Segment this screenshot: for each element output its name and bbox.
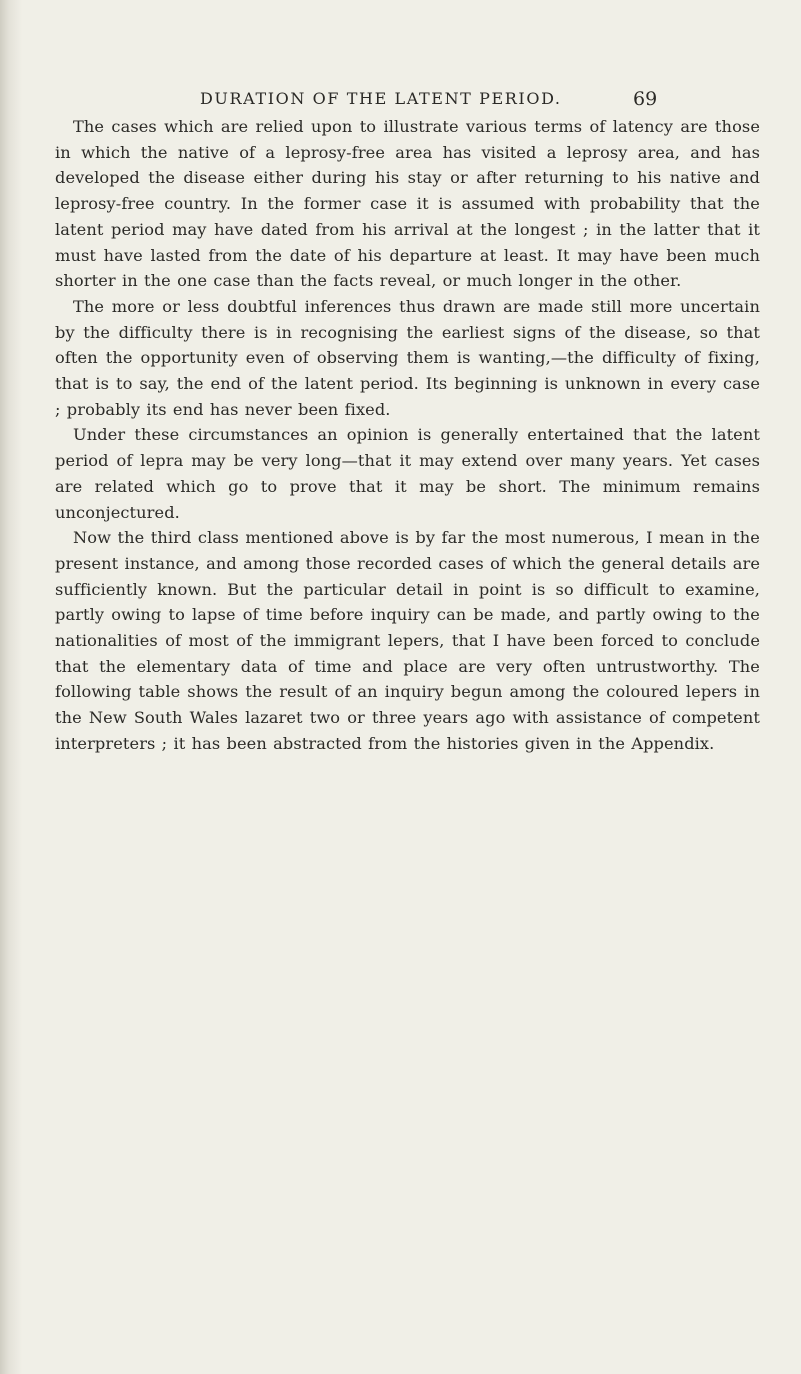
paragraph-2: The more or less doubtful inferences thus drawn are made still more uncertain by the difficulty there is in recognising the earliest signs of the disease, so that often the opportunity even of observing them is wanting,—the difficulty of fixing, that is to say, the end of the latent period. Its beginning is unknown in every case ; probably its end has never been fixed.: [55, 296, 760, 419]
paragraph-3: Under these circumstances an opinion is generally entertained that the latent period of lepra may be very long—that it may extend over many years. Yet cases are related which go to prove that it may be short. The minimum remains unconjectured.: [55, 425, 760, 522]
body-text: [55, 114, 760, 757]
page-gutter-shadow: [0, 0, 22, 1374]
running-header: [0, 84, 801, 114]
paragraph-4: Now the third class mentioned above is by far the most numerous, I mean in the present instance, and among those recorded cases of which the general details are sufficiently known. But the particular detail in point is so difficult to examine, partly owing to lapse of time before inquiry can be made, and partly owing to the nationalities of most of the immigrant lepers, that I have been forced to conclude that the elementary data of time and place are very often untrustworthy. The following table shows the result of an inquiry begun among the coloured lepers in the New South Wales lazaret two or three years ago with assistance of competent interpreters ; it has been abstracted from the histories given in the Appendix.: [55, 528, 760, 753]
page-number: 69: [633, 88, 658, 110]
running-title: DURATION OF THE LATENT PERIOD.: [200, 89, 562, 108]
paragraph-1: The cases which are relied upon to illustrate various terms of latency are those in which the native of a leprosy-free area has visited a leprosy area, and has developed the disease either during his stay or after returning to his native and leprosy-free country. In the former case it is assumed with probability that the latent period may have dated from his arrival at the longest ; in the latter that it must have lasted from the date of his departure at least. It may have been much shorter in the one case than the facts reveal, or much longer in the other.: [55, 117, 760, 291]
